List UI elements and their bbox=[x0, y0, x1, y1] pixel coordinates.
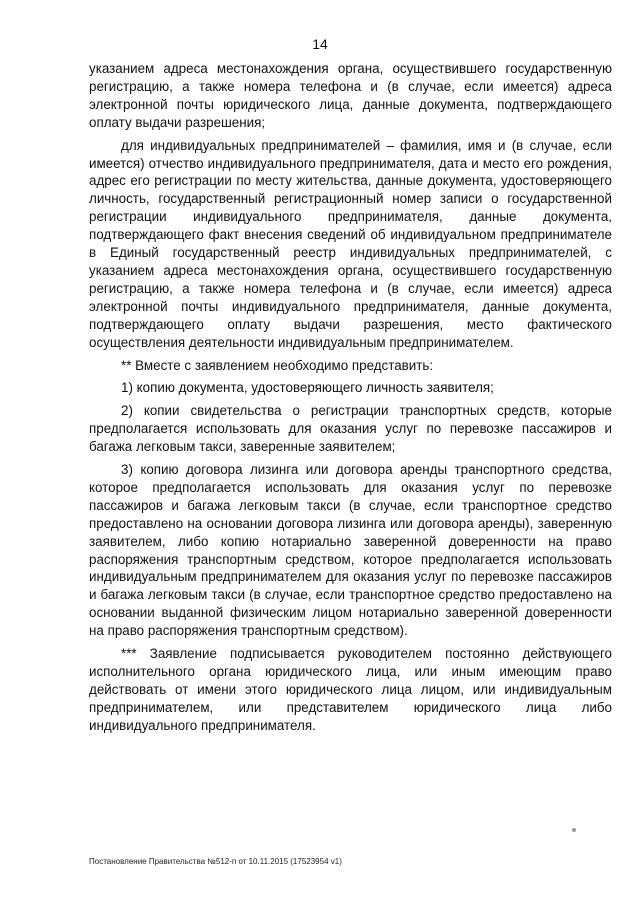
paragraph-item-1: 1) копию документа, удостоверяющего личность заявителя; bbox=[121, 380, 494, 396]
page-footer: Постановление Правительства №512-п от 10.11.2015 (17523954 v1) bbox=[89, 857, 342, 866]
paragraph-legal-entity-address: указанием адреса местонахождения органа, осуществившего государственную регистрацию, а также номера телефона и (в случае, если имеется) адреса электронной почты юридического лица, данные документа, подтверждающего оплату выдачи разрешения; bbox=[89, 61, 612, 130]
page-number: 14 bbox=[312, 36, 328, 52]
scan-speck bbox=[572, 828, 576, 832]
document-body bbox=[89, 60, 612, 735]
paragraph-item-3: 3) копию договора лизинга или договора аренды транспортного средства, которое предполагается использовать для оказания услуг по перевозке пассажиров и багажа легковым такси (в случае, если транспортное средство предоставлено на основании договора лизинга или договора аренды), заверенную заявителем, либо копию нотариально заверенной доверенности на право распоряжения транспортным средством, которое предполагается использовать индивидуальным предпринимателем для оказания услуг по перевозке пассажиров и багажа легковым такси (в случае, если транспортное средство предоставлено на основании выданной физическим лицом нотариально заверенной доверенности на право распоряжения транспортным средством). bbox=[89, 462, 612, 639]
paragraph-item-2: 2) копии свидетельства о регистрации транспортных средств, которые предполагается использовать для оказания услуг по перевозке пассажиров и багажа легковым такси, заверенные заявителем; bbox=[89, 403, 612, 455]
paragraph-individual-entrepreneur: для индивидуальных предпринимателей – фамилия, имя и (в случае, если имеется) отчество индивидуального предпринимателя, дата и место его рождения, адрес его регистрации по месту жительства, данные документа, удостоверяющего личность, государственный регистрационный номер записи о государственной регистрации индивидуального предпринимателя, данные документа, подтверждающего факт внесения сведений об индивидуальном предпринимателе в Единый государственный реестр индивидуальных предпринимателей, с указанием адреса местонахождения органа, осуществившего государственную регистрацию, а также номера телефона и (в случае, если имеется) адреса электронной почты индивидуального предпринимателя, данные документа, подтверждающего оплату выдачи разрешения, место фактического осуществления деятельности индивидуальным предпринимателем. bbox=[89, 137, 612, 350]
paragraph-signature-note: *** Заявление подписывается руководителем постоянно действующего исполнительного органа юридического лица, или иным имеющим право действовать от имени этого юридического лица лицом, или индивидуальным предпринимателем, или представителем юридического лица либо индивидуального предпринимателя. bbox=[89, 646, 612, 733]
paragraph-attachments-heading: ** Вместе с заявлением необходимо представить: bbox=[121, 357, 434, 373]
